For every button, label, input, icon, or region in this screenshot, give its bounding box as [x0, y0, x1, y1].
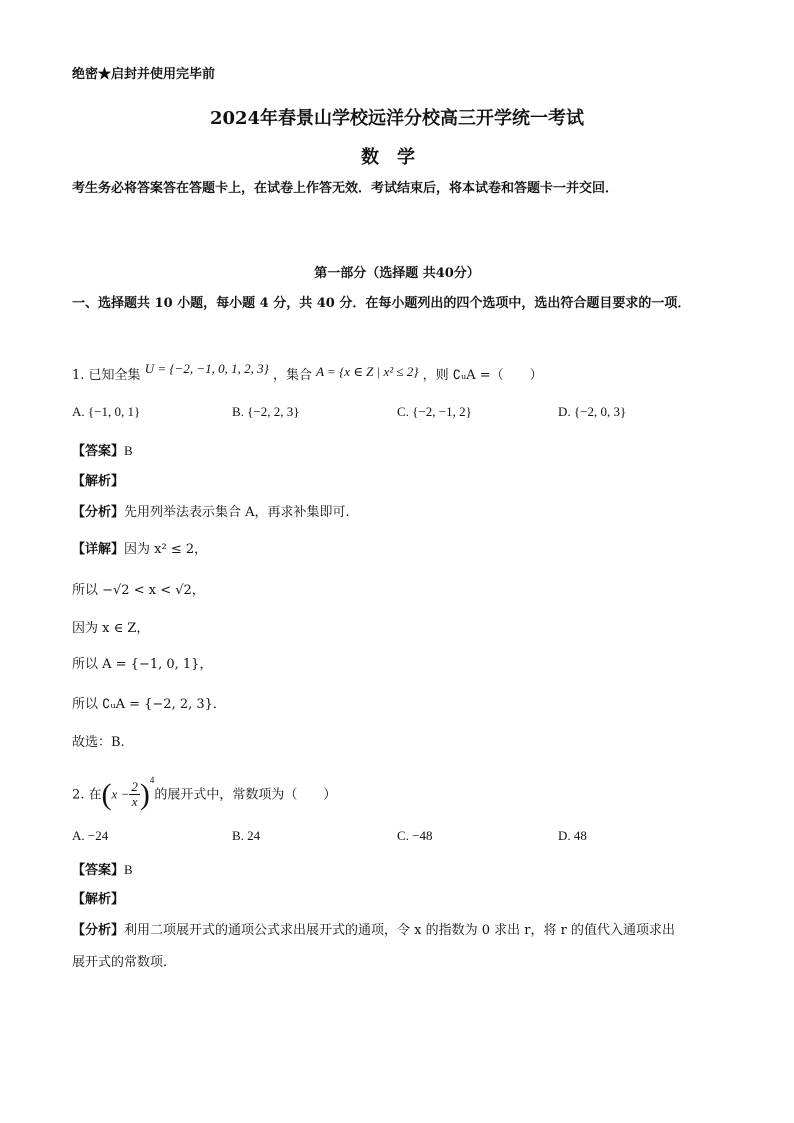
q1-detail-tag: 【详解】: [72, 542, 125, 557]
q2-option-a: A. −24: [72, 828, 109, 843]
q1-fenxi-tag: 【分析】: [72, 505, 125, 520]
q2-suffix: 的展开式中，常数项为（ ）: [154, 787, 337, 803]
q2-fenxi-text: 利用二项展开式的通项公式求出展开式的通项，令 x 的指数为 0 求出 r，将 r 的值代入通项求出: [124, 923, 675, 938]
q1-step-3: 因为 x ∈ Z，: [72, 621, 150, 636]
q1-prefix: 1. 已知全集: [72, 368, 141, 383]
q1-step-5: 所以 ∁ᵤA = {−2, 2, 3}．: [72, 697, 226, 712]
q2-left-paren: (: [101, 777, 112, 811]
q2-fenxi-line-2: 展开式的常数项．: [72, 955, 177, 970]
q1-option-b: B. {−2, 2, 3}: [232, 404, 300, 419]
q2-fenxi-tag: 【分析】: [72, 923, 125, 938]
q2-prefix: 2. 在: [72, 787, 102, 803]
q1-detail-step-1: [72, 541, 207, 559]
exam-title: 2024年春景山学校远洋分校高三开学统一考试: [209, 108, 585, 129]
question-2-stem: [72, 770, 336, 814]
q1-mid: ，集合: [272, 368, 312, 383]
q1-fenxi: [72, 504, 350, 522]
q1-answer-value: B: [124, 443, 133, 458]
q1-step-2: 所以 −√2 < x < √2，: [72, 583, 205, 598]
confidential-label: 绝密★启封并使用完毕前: [72, 67, 216, 82]
q1-universal-set: U = {−2, −1, 0, 1, 2, 3}: [144, 361, 269, 376]
q2-analysis-tag: 【解析】: [72, 892, 125, 907]
subject-title: 数学: [361, 147, 433, 168]
q2-fraction: [129, 780, 140, 809]
q1-answer-tag: 【答案】: [72, 444, 125, 459]
q2-expr-x: x −: [111, 786, 130, 802]
q2-option-b: B. 24: [232, 828, 261, 843]
q2-answer-tag: 【答案】: [72, 863, 125, 878]
q2-power: 4: [149, 775, 155, 785]
q1-step-1-text: 因为 x² ≤ 2，: [124, 542, 208, 557]
q2-option-c: C. −48: [397, 828, 433, 843]
exam-instructions: 考生务必将答案答在答题卡上，在试卷上作答无效．考试结束后，将本试卷和答题卡一并交回．: [72, 181, 619, 196]
q1-step-6: 故选：B.: [72, 735, 125, 750]
q2-answer: [72, 861, 133, 880]
part1-description: 一、选择题共 10 小题，每小题 4 分，共 40 分．在每小题列出的四个选项中，选出符合题目要求的一项．: [72, 296, 691, 311]
q1-step-4: 所以 A = {−1, 0, 1}，: [72, 657, 213, 672]
q1-ask: ，则 ∁ᵤA =（ ）: [422, 368, 543, 383]
question-1-stem: [72, 361, 543, 385]
q1-set-a: A = {x ∈ Z | x² ≤ 2}: [316, 364, 419, 379]
q1-option-a: A. {−1, 0, 1}: [72, 404, 141, 419]
q1-option-d: D. {−2, 0, 3}: [558, 404, 627, 419]
q2-frac-numerator: 2: [131, 779, 138, 795]
q1-option-c: C. {−2, −1, 2}: [397, 404, 472, 419]
q2-frac-denominator: x: [131, 794, 138, 810]
q2-option-d: D. 48: [558, 828, 587, 843]
q1-fenxi-text: 先用列举法表示集合 A，再求补集即可.: [124, 505, 350, 520]
q2-answer-value: B: [124, 862, 133, 877]
q1-analysis-tag: 【解析】: [72, 474, 125, 489]
q2-fenxi-line-1: [72, 922, 675, 940]
q2-right-paren: ): [139, 777, 150, 811]
q1-answer: [72, 442, 133, 461]
part1-heading: 第一部分（选择题 共40分）: [314, 266, 480, 281]
